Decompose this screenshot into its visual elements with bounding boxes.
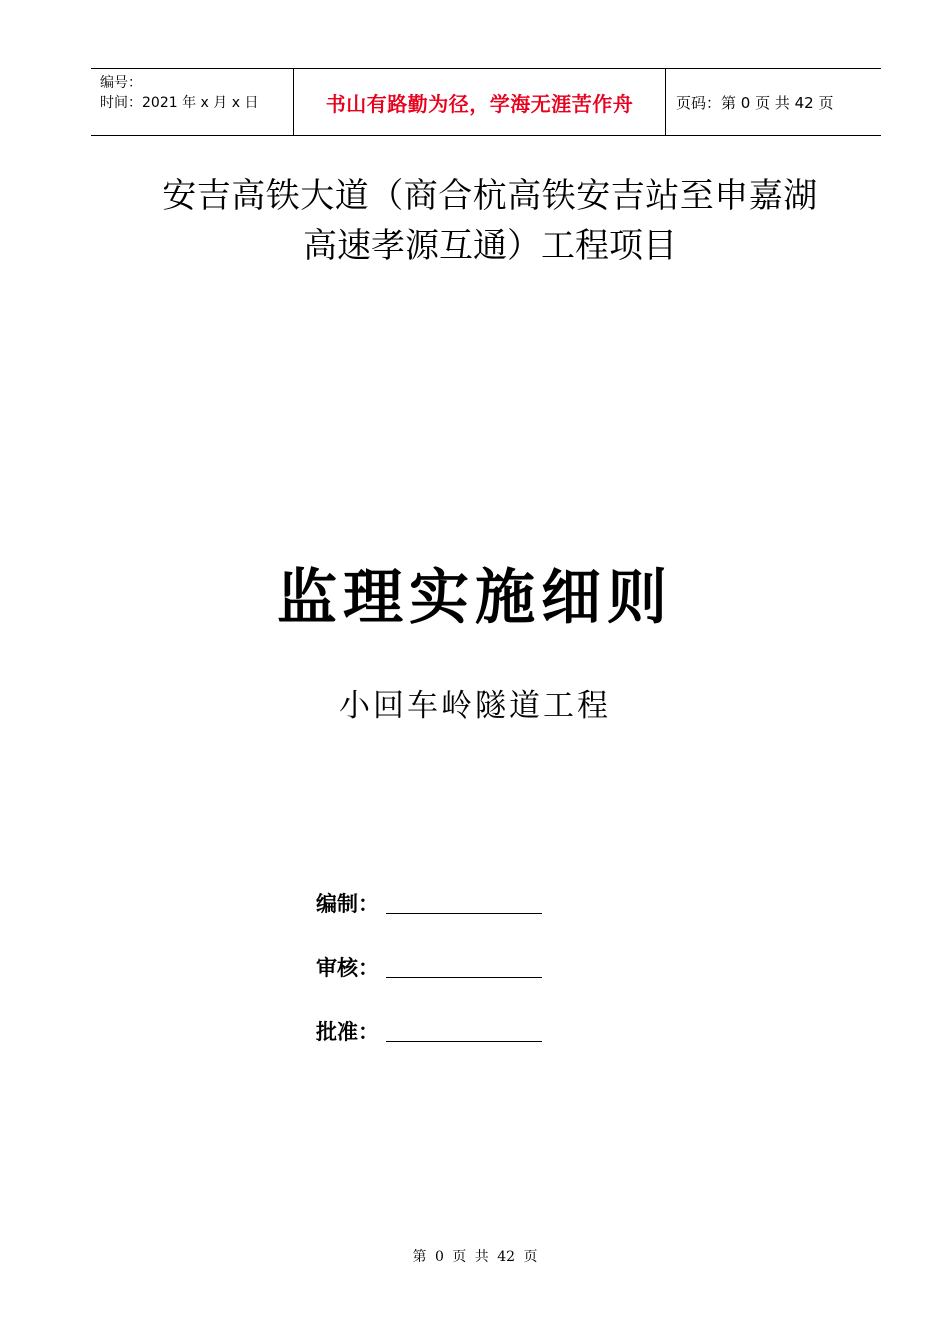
approved-signature-line[interactable] xyxy=(386,1015,542,1042)
project-title-line2: 高速孝源互通）工程项目 xyxy=(303,226,677,266)
prepared-signature-line[interactable] xyxy=(386,887,542,914)
signature-row-prepared xyxy=(316,884,542,918)
document-number-label: 编号： xyxy=(100,75,142,91)
approved-label: 批准： xyxy=(316,1019,379,1044)
document-title: 监理实施细则 xyxy=(277,563,673,633)
header-motto: 书山有路勤为径，学海无涯苦作舟 xyxy=(325,91,634,116)
header-left-cell xyxy=(91,69,293,135)
document-subtitle: 小回车岭隧道工程 xyxy=(339,688,611,724)
signature-row-approved xyxy=(316,1012,542,1046)
signature-row-reviewed xyxy=(316,948,542,982)
header-motto-cell xyxy=(293,69,666,135)
page-footer: 第 0 页 共 42 页 xyxy=(412,1249,538,1265)
header-page-code: 页码：第 0 页 共 42 页 xyxy=(676,93,834,112)
document-time-label: 时间：2021 年 x 月 x 日 xyxy=(100,95,259,111)
reviewed-label: 审核： xyxy=(316,955,379,980)
header-table xyxy=(91,68,881,136)
project-title-line1: 安吉高铁大道（商合杭高铁安吉站至申嘉湖 xyxy=(162,176,818,216)
reviewed-signature-line[interactable] xyxy=(386,951,542,978)
prepared-label: 编制： xyxy=(316,891,379,916)
header-page-cell xyxy=(666,69,881,135)
